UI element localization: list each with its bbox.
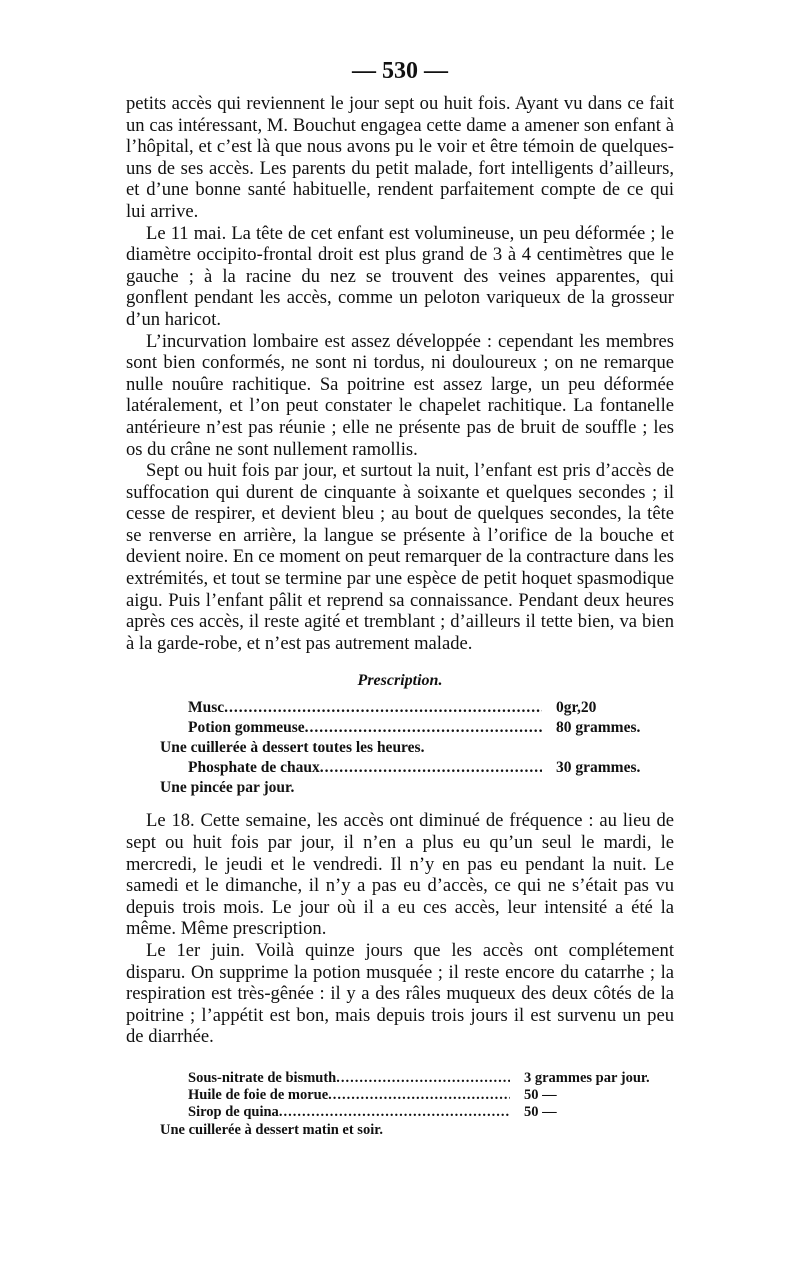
- paragraph: L’incurvation lombaire est assez développée : cependant les membres sont bien conformés, ne sont ni tordus, ni douloureux ; on ne remarque nulle nouûre rachitique. Sa poitrine est assez large, un peu déformée latéralement, et l’on peut constater le chapelet rachitique. La fontanelle antérieure n’est pas réunie ; elle ne présente pas de bruit de souffle ; les os du crâne ne sont nullement ramollis.: [126, 330, 674, 460]
- leader-dots: [279, 1104, 510, 1121]
- page-number: — 530 —: [352, 58, 448, 84]
- dosage-instruction: Une pincée par jour.: [160, 779, 295, 797]
- drug-dose: 80 grammes.: [556, 719, 641, 737]
- prescription-block: [126, 1070, 674, 1140]
- drug-dose: 0gr,20: [556, 699, 597, 717]
- dosage-instruction: Une cuillerée à dessert toutes les heures.: [160, 739, 425, 757]
- drug-dose: 30 grammes.: [556, 759, 641, 777]
- prescription-title: Prescription.: [357, 672, 443, 690]
- prescription-line: [126, 1104, 674, 1121]
- drug-dose: 50 —: [524, 1103, 557, 1120]
- paragraph: Le 11 mai. La tête de cet enfant est volumineuse, un peu déformée ; le diamètre occipito-frontal droit est plus grand de 3 à 4 centimètres que le gauche ; à la racine du nez se trouvent des veines apparentes, qui gonflent pendant les accès, comme un peloton variqueux de la grosseur d’un haricot.: [126, 222, 674, 330]
- paragraph: Le 1er juin. Voilà quinze jours que les accès ont complétement disparu. On supprime la potion musquée ; il reste encore du catarrhe ; la respiration est très-gênée : il y a des râles muqueux des deux côtés de la poitrine ; l’appétit est bon, mais depuis trois jours il est survenu un peu de diarrhée.: [126, 940, 674, 1048]
- prescription-line: [126, 758, 674, 778]
- prescription-line: [126, 718, 674, 738]
- paragraph: petits accès qui reviennent le jour sept ou huit fois. Ayant vu dans ce fait un cas intéressant, M. Bouchut engagea cette dame a amener son enfant à l’hôpital, et c’est là que nous avons pu le voir et être témoin de quelques-uns de ses accès. Les parents du petit malade, fort intelligents d’ailleurs, et d’une bonne santé habituelle, rendent parfaitement compte de ce qui lui arrive.: [126, 93, 674, 222]
- prescription-line: [126, 698, 674, 718]
- leader-dots: [320, 758, 542, 778]
- drug-name: Musc: [188, 699, 225, 717]
- drug-name: Phosphate de chaux: [188, 759, 320, 777]
- drug-name: Sous-nitrate de bismuth: [188, 1069, 337, 1086]
- leader-dots: [336, 1070, 510, 1087]
- leader-dots: [224, 698, 542, 718]
- drug-dose: 50 —: [524, 1086, 557, 1103]
- prescription-line: [126, 1087, 674, 1104]
- prescription-line: [126, 1070, 674, 1087]
- text-block-bottom: [126, 810, 674, 1048]
- drug-dose: 3 grammes par jour.: [524, 1069, 650, 1086]
- leader-dots: [328, 1087, 510, 1104]
- drug-name: Huile de foie de morue: [188, 1086, 329, 1103]
- leader-dots: [305, 718, 542, 738]
- paragraph: Le 18. Cette semaine, les accès ont diminué de fréquence : au lieu de sept ou huit fois par jour, il n’en a plus eu qu’un seul le mardi, le mercredi, le jeudi et le vendredi. Il n’y en pas eu pendant la nuit. Le samedi et le dimanche, il n’y a pas eu d’accès, ce qui ne s’était pas vu depuis trois mois. Le jour où il a eu ces accès, leur intensité a été la même. Même prescription.: [126, 810, 674, 940]
- prescription-block: [126, 698, 674, 798]
- dosage-instruction: Une cuillerée à dessert matin et soir.: [160, 1121, 383, 1138]
- text-block-top: [126, 93, 674, 654]
- drug-name: Potion gommeuse: [188, 719, 305, 737]
- drug-name: Sirop de quina: [188, 1103, 279, 1120]
- book-page: [126, 58, 674, 1152]
- paragraph: Sept ou huit fois par jour, et surtout la nuit, l’enfant est pris d’accès de suffocation qui durent de cinquante à soixante et quelques secondes ; il cesse de respirer, et devient bleu ; au bout de quelques secondes, la tête se renverse en arrière, la langue se présente à l’orifice de la bouche et devient noire. En ce moment on peut remarquer de la contracture dans les extrémités, et tout se termine par une espèce de petit hoquet spasmodique aigu. Puis l’enfant pâlit et reprend sa connaissance. Pendant deux heures après ces accès, il reste agité et tremblant ; d’ailleurs il tette bien, va bien à la garde-robe, et n’est pas autrement malade.: [126, 460, 674, 654]
